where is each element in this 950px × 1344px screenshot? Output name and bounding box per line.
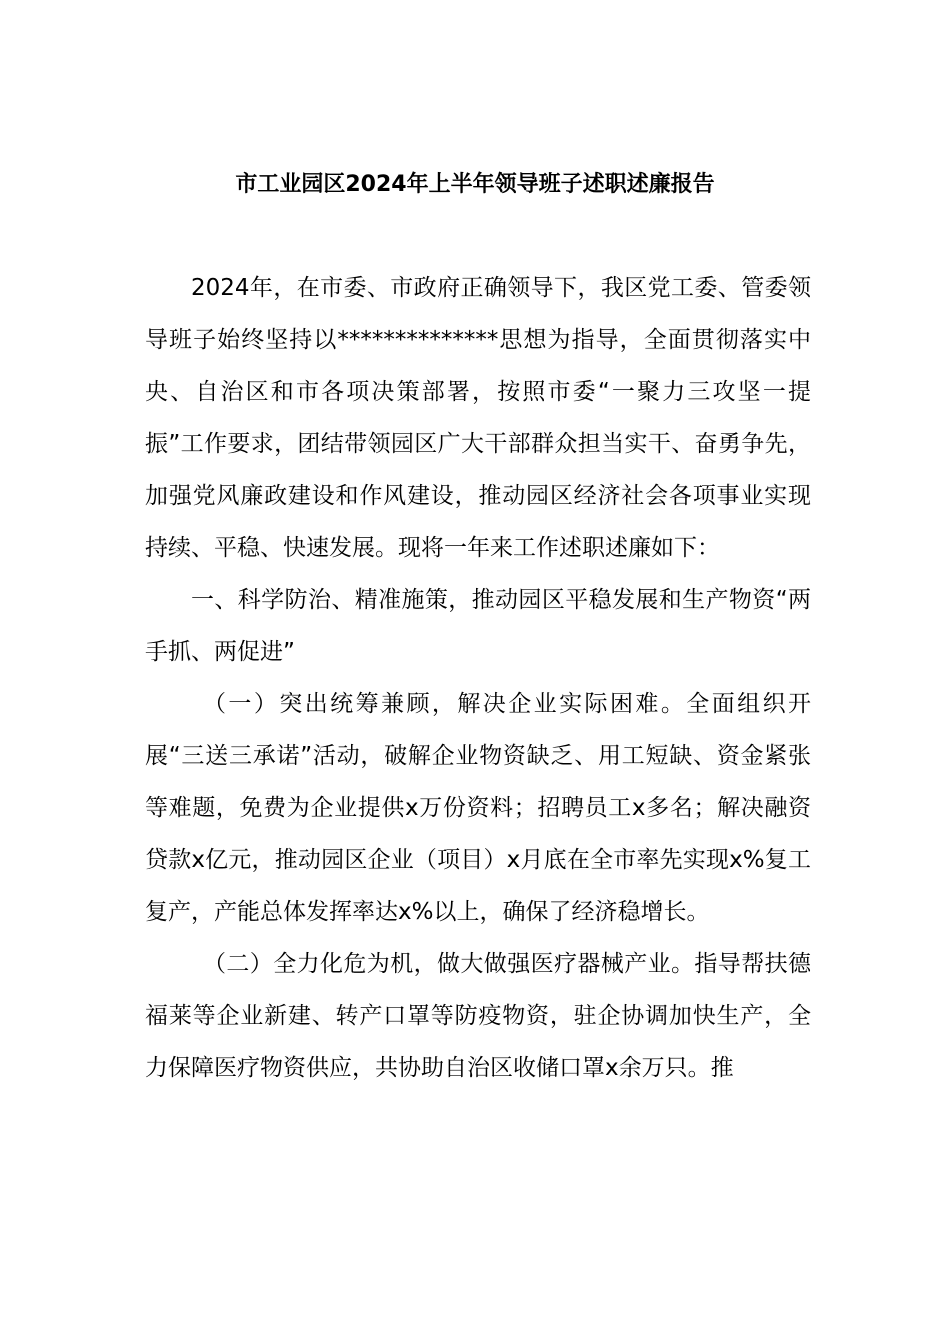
paragraph-subsection-2: （二）全力化危为机，做大做强医疗器械产业。指导帮扶德福莱等企业新建、转产口罩等防疫物资，驻企协调加快生产，全力保障医疗物资供应，共协助自治区收储口罩x余万只。推 [145,951,811,1081]
paragraph-subsection-1: （一）突出统筹兼顾，解决企业实际困难。全面组织开展“三送三承诺”活动，破解企业物资缺乏、用工短缺、资金紧张等难题，免费为企业提供x万份资料；招聘员工x多名；解决融资贷款x亿元，推动园区企业（项目）x月底在全市率先实现x%复工复产，产能总体发挥率达x%以上，确保了经济稳增长。 [145,691,811,925]
document-body [145,262,811,1094]
document-title: 市工业园区2024年上半年领导班子述职述廉报告 [235,172,715,197]
section-heading-1: 一、科学防治、精准施策，推动园区平稳发展和生产物资“两手抓、两促进” [145,587,811,665]
paragraph-intro: 2024年，在市委、市政府正确领导下，我区党工委、管委领导班子始终坚持以**************思想为指导，全面贯彻落实中央、自治区和市各项决策部署，按照市委“一聚力三攻坚一提振”工作要求，团结带领园区广大干部群众担当实干、奋勇争先，加强党风廉政建设和作风建设，推动园区经济社会各项事业实现持续、平稳、快速发展。现将一年来工作述职述廉如下： [145,275,811,561]
